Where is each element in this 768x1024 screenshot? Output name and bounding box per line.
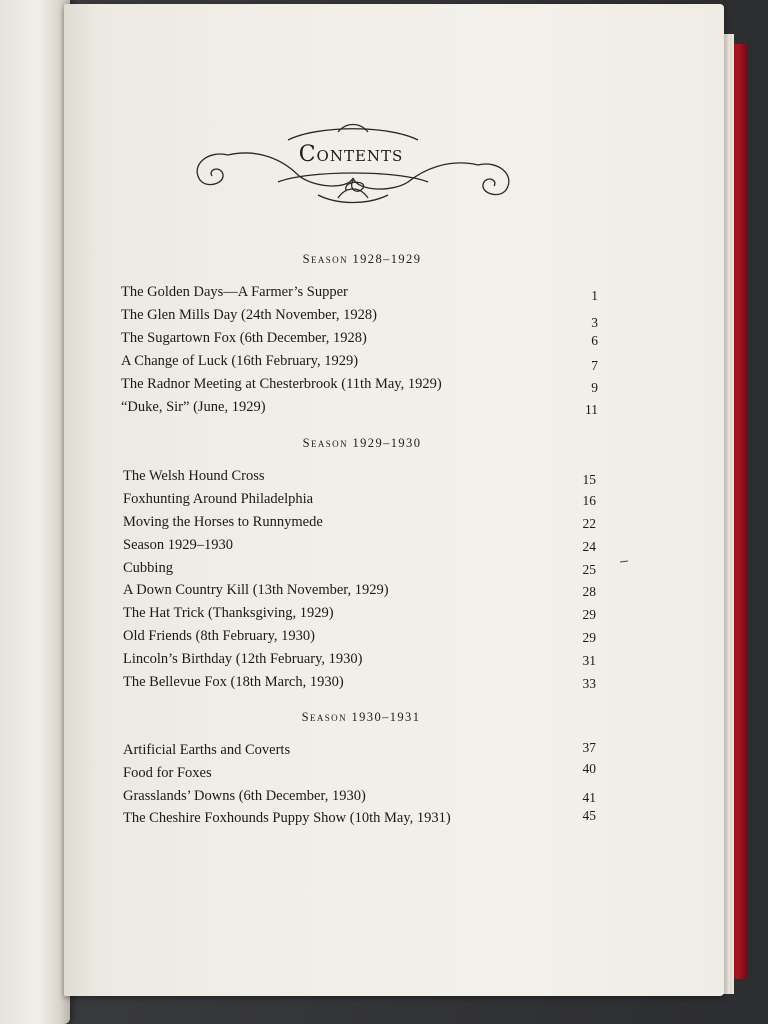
toc-entry-page-number: 29 bbox=[582, 630, 596, 645]
toc-entry-page-number: 40 bbox=[582, 761, 596, 776]
toc-entry-page-number: 3 bbox=[591, 315, 598, 330]
toc-entry-title: The Sugartown Fox (6th December, 1928) bbox=[121, 330, 367, 346]
toc-entry-title: Artificial Earths and Coverts bbox=[123, 742, 291, 758]
toc-entry-page-number: 11 bbox=[585, 402, 598, 417]
toc-entry-page-number: 41 bbox=[582, 790, 596, 805]
toc-entry-title: The Bellevue Fox (18th March, 1930) bbox=[123, 674, 344, 690]
toc-entry-title: Season 1929–1930 bbox=[123, 537, 233, 553]
left-page bbox=[0, 0, 70, 1024]
toc-entry-title: A Down Country Kill (13th November, 1929) bbox=[123, 582, 389, 598]
toc-entry-title: The Radnor Meeting at Chesterbrook (11th May, 1929) bbox=[121, 376, 442, 392]
toc-entry-page-number: 33 bbox=[582, 676, 596, 691]
contents-heading: Contents bbox=[298, 142, 404, 167]
toc-entry-page-number: 7 bbox=[591, 358, 598, 373]
toc-entry-title: Foxhunting Around Philadelphia bbox=[123, 491, 314, 507]
toc-entry-title: Old Friends (8th February, 1930) bbox=[123, 628, 315, 644]
toc-entry-page-number: 37 bbox=[582, 740, 596, 755]
toc-entry-page-number: 16 bbox=[582, 493, 596, 508]
toc-entry-page-number: 6 bbox=[591, 333, 598, 348]
toc-entry-page-number: 15 bbox=[582, 472, 596, 487]
toc-entry-page-number: 1 bbox=[591, 288, 598, 303]
toc-entry-title: The Golden Days—A Farmer’s Supper bbox=[121, 284, 348, 300]
toc-entry-page-number: 22 bbox=[582, 516, 596, 531]
toc-entry-page-number: 29 bbox=[582, 607, 596, 622]
toc-entry-page-number: 24 bbox=[582, 539, 596, 554]
toc-entry-page-number: 25 bbox=[582, 562, 596, 577]
season-heading: Season 1928–1929 bbox=[302, 252, 422, 266]
toc-entry-title: Moving the Horses to Runnymede bbox=[123, 514, 323, 530]
toc-entry-title: Food for Foxes bbox=[123, 765, 212, 781]
toc-entry-title: The Hat Trick (Thanksgiving, 1929) bbox=[123, 605, 334, 621]
toc-entry-title: The Welsh Hound Cross bbox=[123, 468, 265, 484]
toc-entry-page-number: 9 bbox=[591, 380, 598, 395]
season-heading: Season 1929–1930 bbox=[302, 436, 422, 450]
toc-entry-page-number: 31 bbox=[582, 653, 596, 668]
toc-entry-title: “Duke, Sir” (June, 1929) bbox=[121, 399, 266, 415]
toc-entry-title: Lincoln’s Birthday (12th February, 1930) bbox=[123, 651, 363, 667]
season-heading: Season 1930–1931 bbox=[301, 710, 421, 724]
toc-entry-page-number: 28 bbox=[582, 584, 596, 599]
toc-entry-page-number: 45 bbox=[582, 808, 596, 823]
toc-entry-title: The Cheshire Foxhounds Puppy Show (10th May, 1931) bbox=[123, 810, 451, 826]
toc-entry-title: Cubbing bbox=[123, 560, 173, 576]
toc-entry-title: Grasslands’ Downs (6th December, 1930) bbox=[123, 788, 366, 804]
toc-entry-title: A Change of Luck (16th February, 1929) bbox=[121, 353, 359, 369]
toc-entry-title: The Glen Mills Day (24th November, 1928) bbox=[121, 307, 377, 323]
